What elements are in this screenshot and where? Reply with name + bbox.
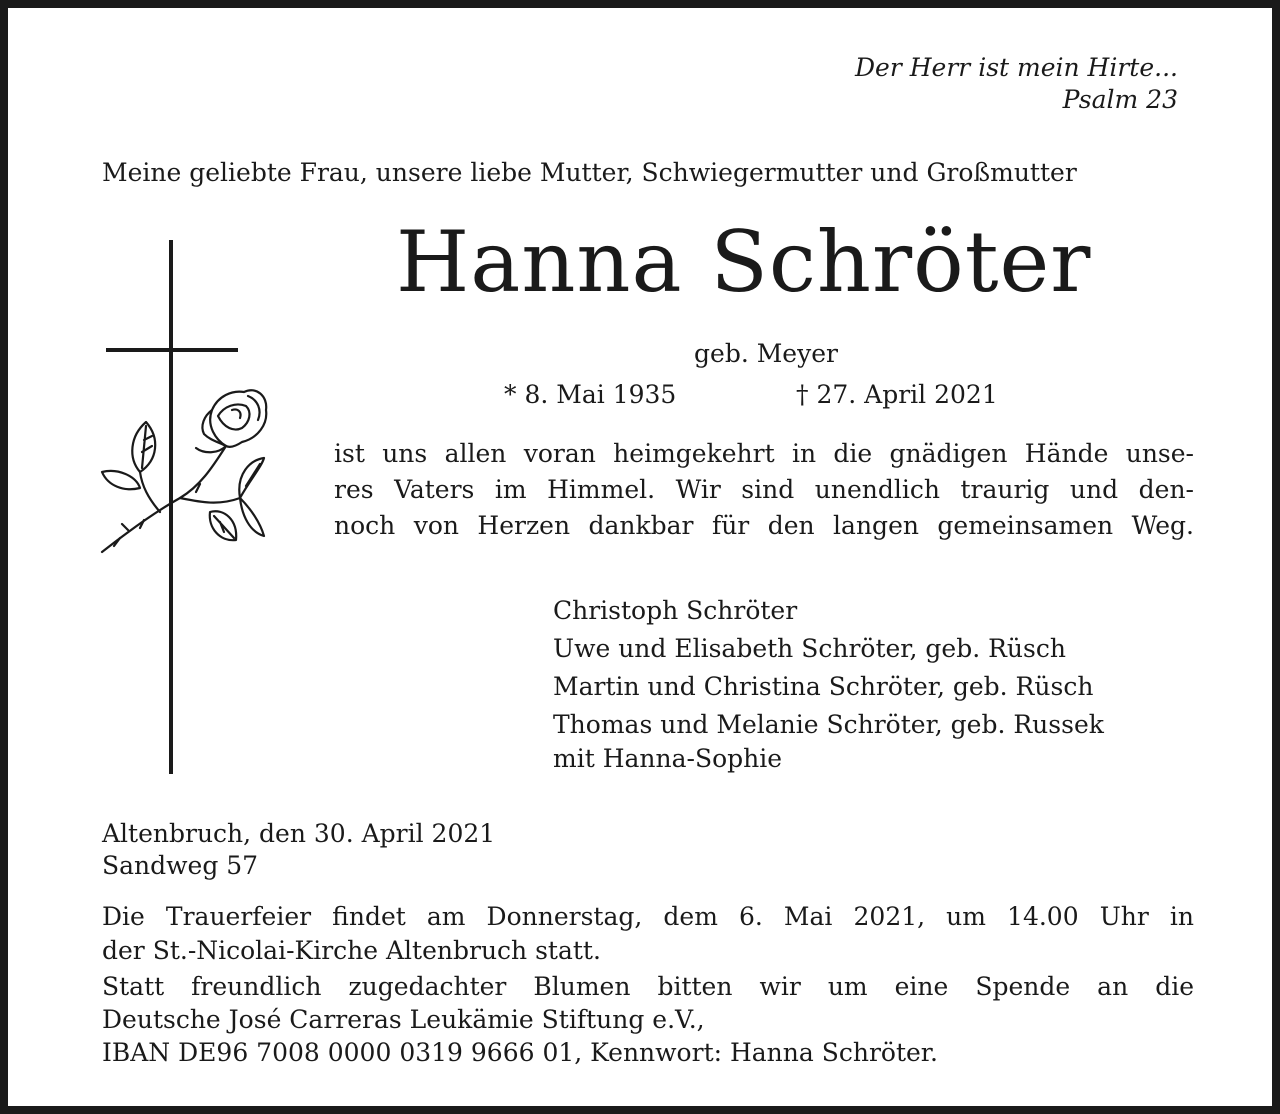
address-line: Sandweg 57 xyxy=(102,851,259,880)
place-and-date xyxy=(102,818,495,882)
maiden-name: geb. Meyer xyxy=(694,339,838,368)
donation-line: IBAN DE96 7008 0000 0319 9666 01, Kennwort: Hanna Schröter. xyxy=(102,1038,938,1067)
funeral-line: der St.-Nicolai-Kirche Altenbruch statt. xyxy=(102,936,601,965)
cross-icon xyxy=(106,240,238,774)
death-date: † 27. April 2021 xyxy=(796,380,998,409)
birth-date: * 8. Mai 1935 xyxy=(504,380,677,409)
message-line: noch von Herzen dankbar für den langen gemeinsamen Weg. xyxy=(334,511,1194,540)
mourners-list xyxy=(553,592,1104,774)
deceased-name: Hanna Schröter xyxy=(396,213,1092,311)
donation-line: Statt freundlich zugedachter Blumen bitten wir um eine Spende an die xyxy=(102,972,1194,1001)
rose-icon xyxy=(102,390,266,552)
mourner-entry: Christoph Schröter xyxy=(553,596,798,625)
message-line: res Vaters im Himmel. Wir sind unendlich traurig und den- xyxy=(334,475,1194,504)
intro-line: Meine geliebte Frau, unsere liebe Mutter, Schwiegermutter und Großmutter xyxy=(102,158,1077,187)
mourner-entry: Uwe und Elisabeth Schröter, geb. Rüsch xyxy=(553,634,1066,663)
mourner-entry: Martin und Christina Schröter, geb. Rüsch xyxy=(553,672,1094,701)
funeral-info xyxy=(102,900,1194,968)
donation-info xyxy=(102,970,1194,1069)
place-date-line: Altenbruch, den 30. April 2021 xyxy=(102,819,496,848)
message-line: ist uns allen voran heimgekehrt in die gnädigen Hände unse- xyxy=(334,439,1194,468)
cross-with-rose-icon xyxy=(100,240,275,778)
donation-line: Deutsche José Carreras Leukämie Stiftung e.V., xyxy=(102,1005,705,1034)
quote-text: Der Herr ist mein Hirte... xyxy=(855,53,1178,82)
funeral-line: Die Trauerfeier findet am Donnerstag, dem 6. Mai 2021, um 14.00 Uhr in xyxy=(102,902,1194,931)
mourner-entry: mit Hanna-Sophie xyxy=(553,744,783,773)
bible-quote xyxy=(855,52,1178,116)
message-paragraph xyxy=(334,436,1194,544)
mourner-entry: Thomas und Melanie Schröter, geb. Russek xyxy=(553,710,1104,739)
quote-reference: Psalm 23 xyxy=(1062,85,1178,114)
